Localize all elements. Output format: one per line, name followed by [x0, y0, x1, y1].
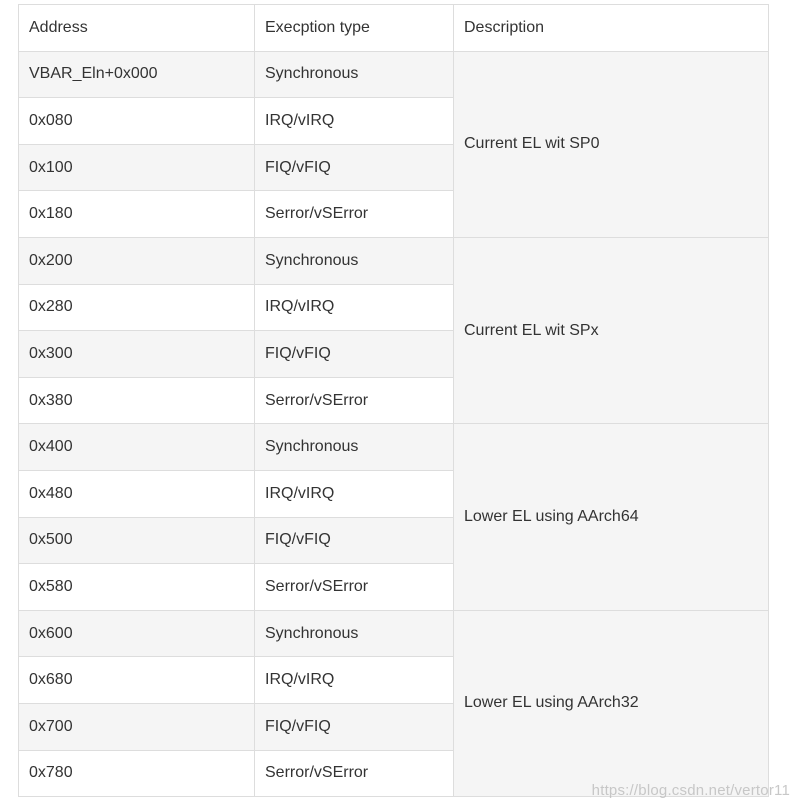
exception-type-cell: Synchronous: [255, 51, 454, 98]
address-cell: 0x400: [19, 424, 255, 471]
address-cell: 0x280: [19, 284, 255, 331]
address-cell: 0x100: [19, 144, 255, 191]
exception-type-cell: Serror/vSError: [255, 564, 454, 611]
exception-type-cell: FIQ/vFIQ: [255, 703, 454, 750]
address-cell: 0x600: [19, 610, 255, 657]
exception-type-cell: Serror/vSError: [255, 191, 454, 238]
address-cell: VBAR_Eln+0x000: [19, 51, 255, 98]
exception-type-cell: Synchronous: [255, 424, 454, 471]
header-exception-type: Execption type: [255, 5, 454, 52]
description-cell: Lower EL using AArch64: [454, 424, 769, 610]
address-cell: 0x580: [19, 564, 255, 611]
address-cell: 0x300: [19, 331, 255, 378]
header-description: Description: [454, 5, 769, 52]
table-row: [19, 610, 769, 657]
exception-type-cell: FIQ/vFIQ: [255, 517, 454, 564]
table-row: [19, 51, 769, 98]
address-cell: 0x780: [19, 750, 255, 797]
address-cell: 0x500: [19, 517, 255, 564]
table-row: [19, 424, 769, 471]
exception-type-cell: IRQ/vIRQ: [255, 657, 454, 704]
exception-type-cell: Synchronous: [255, 237, 454, 284]
description-cell: Current EL wit SPx: [454, 237, 769, 423]
address-cell: 0x700: [19, 703, 255, 750]
table-row: [19, 237, 769, 284]
exception-type-cell: FIQ/vFIQ: [255, 144, 454, 191]
exception-type-cell: FIQ/vFIQ: [255, 331, 454, 378]
address-cell: 0x080: [19, 98, 255, 145]
table-body: [19, 51, 769, 797]
watermark-text: https://blog.csdn.net/vertor11: [591, 782, 790, 799]
exception-type-cell: Serror/vSError: [255, 377, 454, 424]
address-cell: 0x680: [19, 657, 255, 704]
description-cell: Lower EL using AArch32: [454, 610, 769, 796]
exception-vector-table: [18, 4, 769, 797]
address-cell: 0x380: [19, 377, 255, 424]
description-cell: Current EL wit SP0: [454, 51, 769, 237]
exception-type-cell: Synchronous: [255, 610, 454, 657]
exception-type-cell: Serror/vSError: [255, 750, 454, 797]
exception-type-cell: IRQ/vIRQ: [255, 284, 454, 331]
address-cell: 0x180: [19, 191, 255, 238]
exception-type-cell: IRQ/vIRQ: [255, 98, 454, 145]
exception-type-cell: IRQ/vIRQ: [255, 470, 454, 517]
address-cell: 0x480: [19, 470, 255, 517]
table-header-row: [19, 5, 769, 52]
address-cell: 0x200: [19, 237, 255, 284]
header-address: Address: [19, 5, 255, 52]
